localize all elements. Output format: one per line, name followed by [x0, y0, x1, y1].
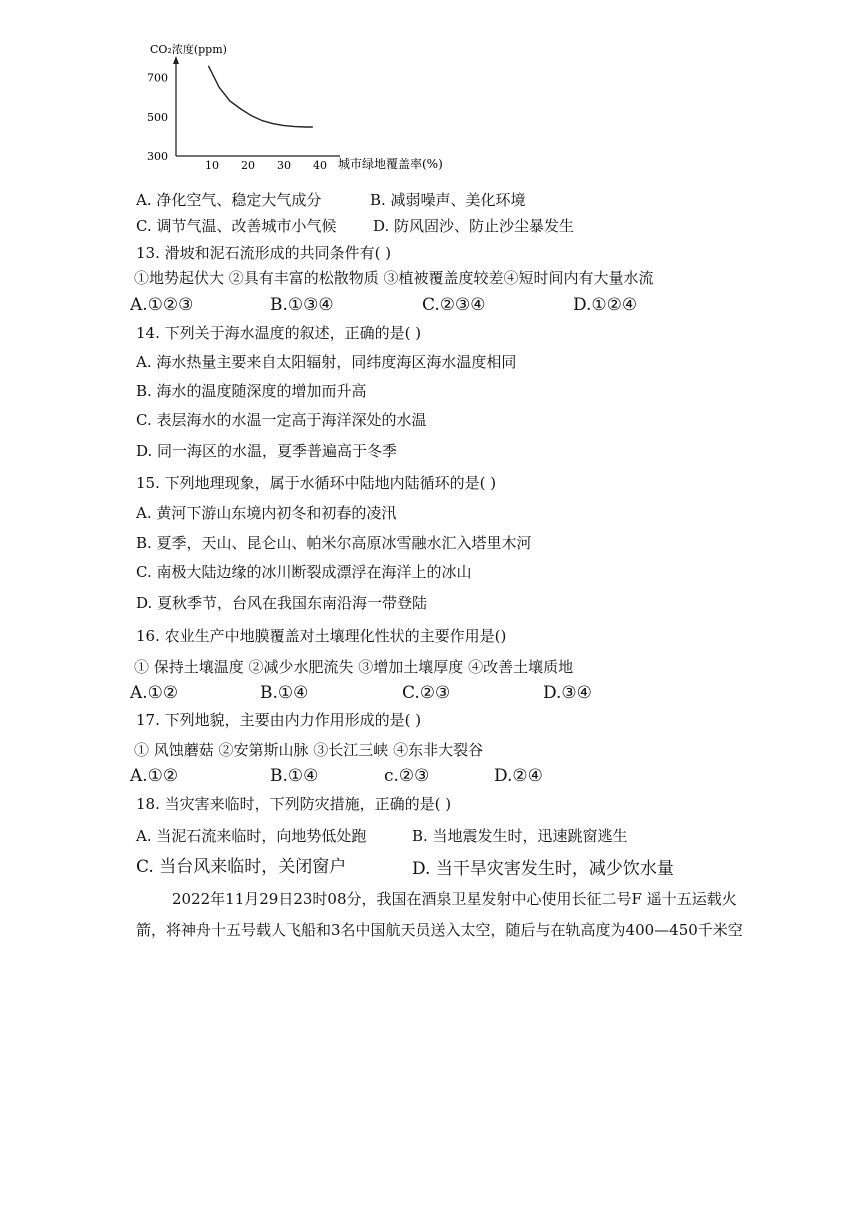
- x-tick-label: 10: [205, 159, 219, 172]
- co2-chart: [138, 38, 483, 178]
- q16-conditions: ① 保持土壤温度 ②减少水肥流失 ③增加土壤厚度 ④改善土壤质地: [134, 658, 574, 676]
- q17-option-d: D.②④: [494, 766, 543, 786]
- q12-option-c: C. 调节气温、改善城市小气候: [136, 217, 337, 235]
- y-tick-label: 700: [147, 71, 168, 85]
- q12-option-d: D. 防风固沙、防止沙尘暴发生: [373, 217, 575, 235]
- y-tick-label: 500: [147, 110, 168, 124]
- q16-stem: 16. 农业生产中地膜覆盖对土壤理化性状的主要作用是(): [136, 627, 507, 645]
- q14-stem: 14. 下列关于海水温度的叙述，正确的是( ): [136, 324, 422, 342]
- q15-stem: 15. 下列地理现象，属于水循环中陆地内陆循环的是( ): [136, 474, 497, 492]
- passage-line-1: 2022年11月29日23时08分，我国在酒泉卫星发射中心使用长征二号F 遥十五运载火: [172, 890, 737, 908]
- q15-option-b: B. 夏季，天山、昆仑山、帕米尔高原冰雪融水汇入塔里木河: [136, 534, 532, 552]
- q13-option-c: C.②③④: [422, 295, 486, 315]
- q13-stem: 13. 滑坡和泥石流形成的共同条件有( ): [136, 244, 392, 262]
- q17-option-c: c.②③: [384, 766, 430, 786]
- chart-axes: [173, 56, 340, 156]
- q17-stem: 17. 下列地貌，主要由内力作用形成的是( ): [136, 711, 422, 729]
- q16-option-a: A.①②: [130, 683, 179, 703]
- q13-option-d: D.①②④: [573, 295, 638, 315]
- q15-option-a: A. 黄河下游山东境内初冬和初春的凌汛: [136, 504, 397, 522]
- q18-option-c: C. 当台风来临时，关闭窗户: [136, 857, 347, 877]
- y-axis-label: CO₂浓度(ppm): [150, 43, 227, 56]
- passage-line-2: 箭，将神舟十五号载人飞船和3名中国航天员送入太空，随后与在轨高度为400—450千米空: [136, 921, 743, 939]
- q14-option-c: C. 表层海水的水温一定高于海洋深处的水温: [136, 411, 427, 429]
- x-tick-label: 30: [277, 159, 291, 172]
- q16-option-d: D.③④: [543, 683, 592, 703]
- chart-ticks: [147, 72, 327, 172]
- q18-option-a: A. 当泥石流来临时，向地势低处跑: [136, 827, 367, 845]
- q18-stem: 18. 当灾害来临时，下列防灾措施，正确的是( ): [136, 795, 452, 813]
- q14-option-a: A. 海水热量主要来自太阳辐射，同纬度海区海水温度相同: [136, 353, 517, 371]
- q18-option-d: D. 当干旱灾害发生时，减少饮水量: [412, 859, 674, 879]
- q15-option-d: D. 夏秋季节，台风在我国东南沿海一带登陆: [136, 594, 428, 612]
- y-tick-label: 300: [147, 150, 168, 163]
- x-axis-label: 城市绿地覆盖率(%): [338, 157, 443, 171]
- q12-option-b: B. 减弱噪声、美化环境: [370, 191, 526, 209]
- x-tick-label: 20: [241, 159, 255, 172]
- q15-option-c: C. 南极大陆边缘的冰川断裂成漂浮在海洋上的冰山: [136, 563, 472, 581]
- q12-option-a: A. 净化空气、稳定大气成分: [136, 191, 322, 209]
- x-tick-label: 40: [313, 159, 327, 172]
- q13-option-a: A.①②③: [130, 295, 194, 315]
- q16-option-c: C.②③: [402, 683, 451, 703]
- q17-option-b: B.①④: [270, 766, 319, 786]
- q17-option-a: A.①②: [130, 766, 179, 786]
- q14-option-b: B. 海水的温度随深度的增加而升高: [136, 382, 367, 400]
- q17-conditions: ① 风蚀蘑菇 ②安第斯山脉 ③长江三峡 ④东非大裂谷: [134, 741, 484, 759]
- q18-option-b: B. 当地震发生时，迅速跳窗逃生: [412, 827, 628, 845]
- y-axis-arrow: [173, 56, 179, 64]
- q13-option-b: B.①③④: [270, 295, 334, 315]
- data-line: [208, 66, 312, 127]
- q16-option-b: B.①④: [260, 683, 309, 703]
- q13-conditions: ①地势起伏大 ②具有丰富的松散物质 ③植被覆盖度较差④短时间内有大量水流: [134, 269, 654, 287]
- q14-option-d: D. 同一海区的水温，夏季普遍高于冬季: [136, 442, 398, 460]
